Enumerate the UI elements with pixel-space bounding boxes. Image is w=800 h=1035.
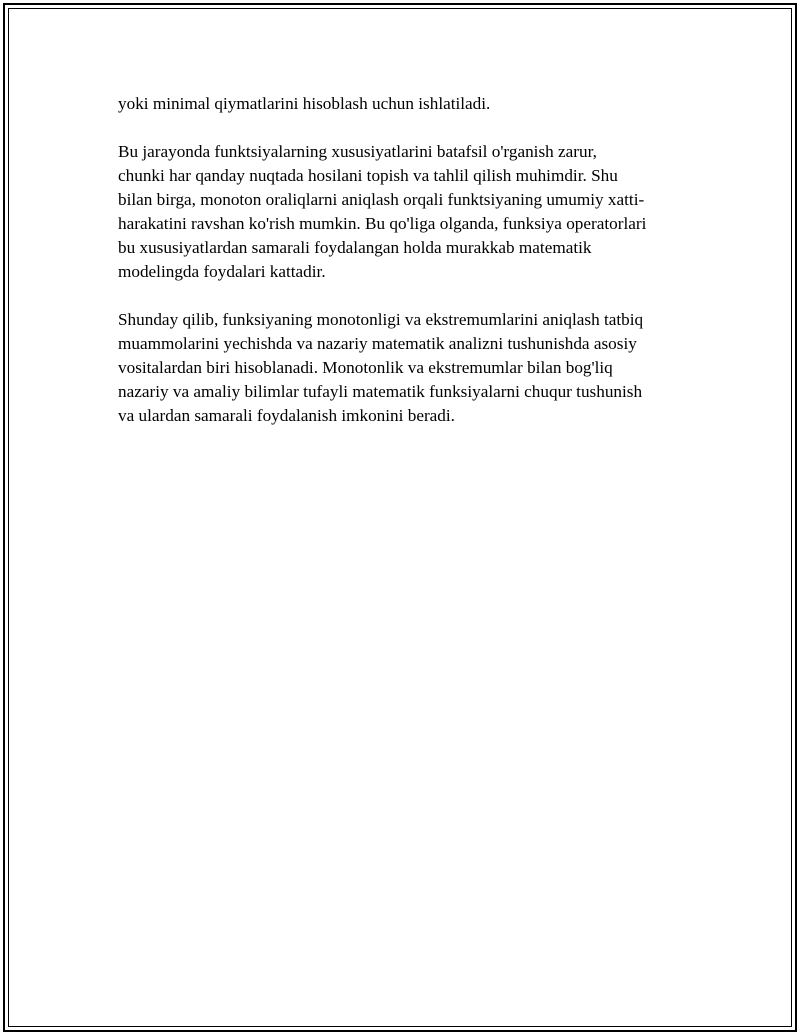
paragraph-3-line-2: muammolarini yechishda va nazariy matematik analizni tushunishda asosiy (118, 334, 637, 353)
paragraph-1-line-1: yoki minimal qiymatlarini hisoblash uchun ishlatiladi. (118, 94, 491, 113)
paragraph-2-line-4: harakatini ravshan ko'rish mumkin. Bu qo'liga olganda, funksiya operatorlari (118, 214, 647, 233)
paragraph-2-line-6: modelingda foydalari kattadir. (118, 262, 326, 281)
paragraph-2-line-5: bu xususiyatlardan samarali foydalangan holda murakkab matematik (118, 238, 592, 257)
paragraph-2-line-1: Bu jarayonda funktsiyalarning xususiyatlarini batafsil o'rganish zarur, (118, 142, 597, 161)
paragraph-3-line-3: vositalardan biri hisoblanadi. Monotonlik va ekstremumlar bilan bog'liq (118, 358, 613, 377)
paragraph-2 (118, 140, 690, 284)
paragraph-3-line-4: nazariy va amaliy bilimlar tufayli matematik funksiyalarni chuqur tushunish (118, 382, 643, 401)
paragraph-3 (118, 308, 690, 428)
paragraph-2-line-2: chunki har qanday nuqtada hosilani topish va tahlil qilish muhimdir. Shu (118, 166, 618, 185)
paragraph-2-line-3: bilan birga, monoton oraliqlarni aniqlash orqali funktsiyaning umumiy xatti- (118, 190, 645, 209)
paragraph-3-line-1: Shunday qilib, funksiyaning monotonligi va ekstremumlarini aniqlash tatbiq (118, 310, 644, 329)
paragraph-1 (118, 92, 690, 116)
paragraph-3-line-5: va ulardan samarali foydalanish imkonini beradi. (118, 406, 455, 425)
document-body (118, 92, 690, 452)
